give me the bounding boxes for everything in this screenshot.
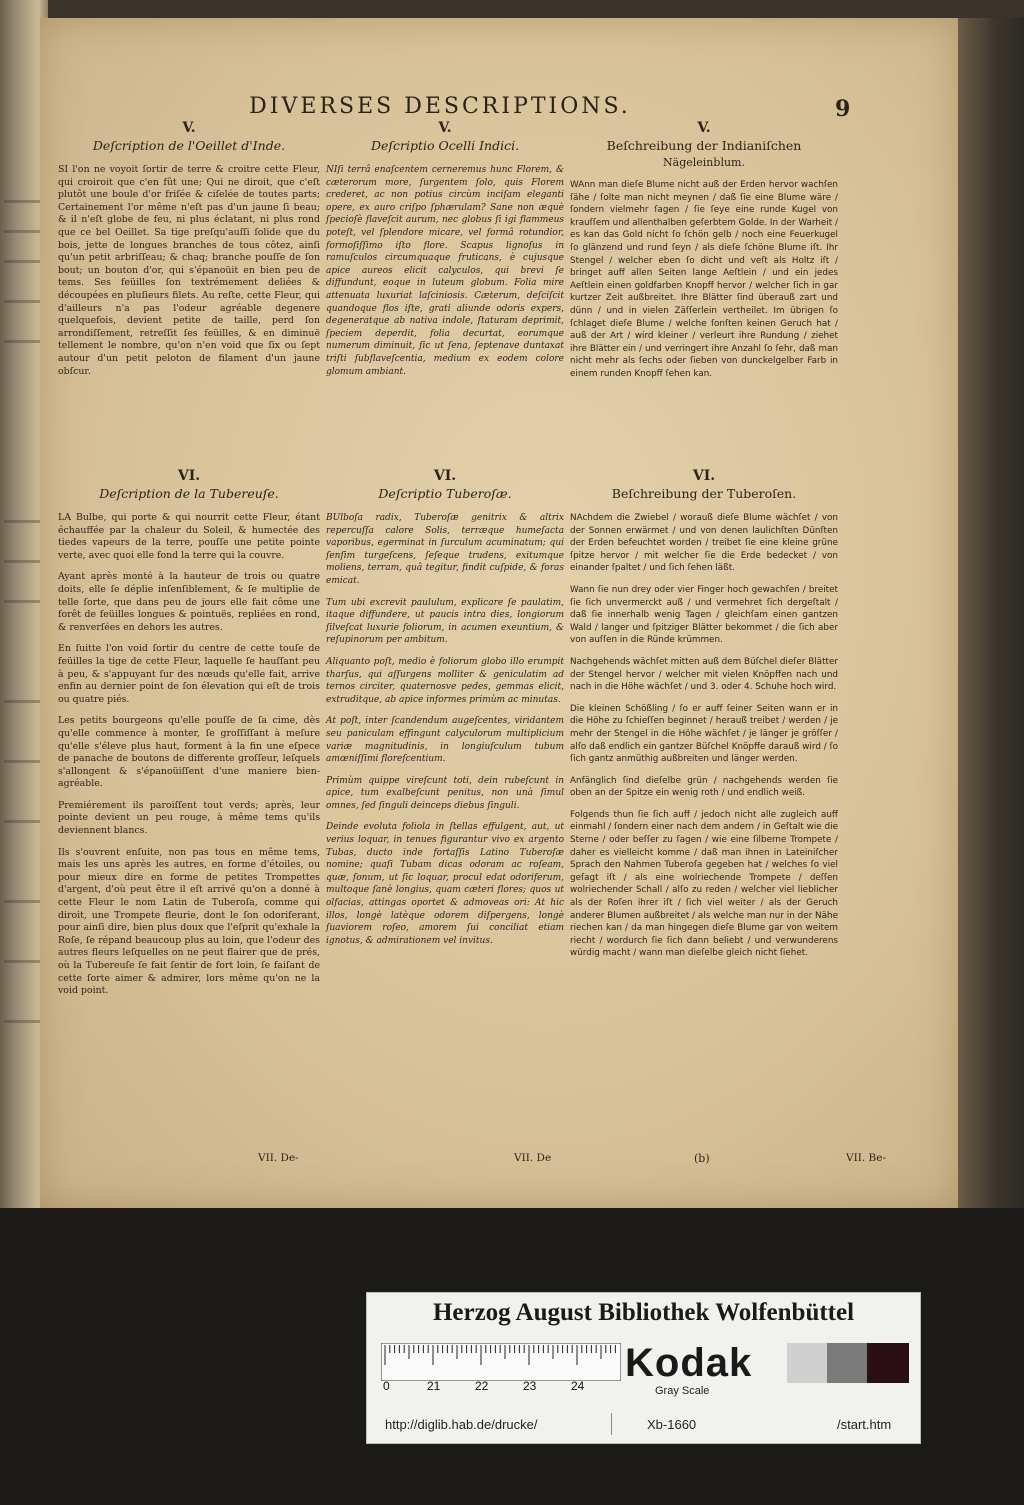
paragraph: Premiérement ils paroiſſent tout verds; après, leur pointe devient un peu rouge, à même tems qu'ils deviennent blancs.: [58, 799, 320, 837]
swatch-light: [787, 1343, 827, 1383]
section-number: V.: [182, 120, 196, 136]
page-number: 9: [835, 96, 851, 122]
section-6-german: [570, 468, 838, 969]
section-number: V.: [697, 120, 711, 136]
section-title: Deſcription de la Tubereuſe.: [99, 486, 279, 501]
section-6-latin: [326, 468, 564, 956]
section-title: Beſchreibung der Indianiſchen: [606, 138, 802, 153]
section-subtitle: Nägeleinblum.: [663, 156, 745, 169]
paragraph: NIſi terrâ enaſcentem cerneremus hunc Florem, & cæterorum more, ſurgentem ſolo, quis Florem crederet, ac non potius circùm inciſam eleganti opere, ex auro criſpo ſphærulam? Sane non æquè ſpecioſè flaveſcit aurum, nec globus ſi igi flammeus poteſt, vel ſplendore micare, vel formâ rotundior, formoſiſſimo iſto flore. Scapus lignoſus in ramuſculos circumquaque fruticans, è cujusque apice aureos elicit calyculos, qui brevi ſe diffundunt, eoque in luteum globum. Folia mire attenuata luxuriat laſciniosis. Cæterum, deſciſcit quandoque flos iſte, grati aliunde odoris expers, degeneratque ab nativa indole, ſtaturam deprimit, ſpeciem deperdit, folia decurtat, eorumque numerum diminuit, ſic ut ſena, ſeptenave duntaxat triſti ſubflaveſcentia, medium ex eodem colore glomum ambiant.: [326, 165, 564, 377]
ruler-number: 23: [523, 1379, 537, 1393]
paragraph: LA Bulbe, qui porte & qui nourrit cette Fleur, étant échauffée par la chaleur du Soleil, & humectée des tiedes vapeurs de la terre, pouſſe une petite pointe verte, avec quoi elle fond la terre qui la couvre.: [58, 512, 320, 561]
paragraph: BUlboſa radix, Tuberoſæ genitrix & altrix repercuſſa calore Solis, terræque humeſacta vaporibus, egerminat in ſurculum acuminatum; qui ſenſim turgeſcens, ſeſeque trudens, exitumque moliens, terram, quâ tegitur, findit cuſpide, & foras emicat.: [326, 513, 564, 586]
section-number: VI.: [177, 468, 201, 484]
paragraph: Aliquanto poſt, medio è foliorum globo illo erumpit tharſus, qui aſſurgens molliter & geniculatim ad ternos circiter, quaternosve pedes, gemmas elicit, extruditque, ab apice informes primùm ac minutas.: [326, 656, 564, 705]
ruler-number: 21: [427, 1379, 441, 1393]
kodak-logo: Kodak: [625, 1341, 753, 1385]
paragraph: Deinde evoluta foliola in ſtellas effulgent, aut, ut verius loquar, in tenues figurantur vivo ex argento Tubas, ducto inde fortaſſis Latino Tuberoſæ nomine; quaſi Tubam dicas odoram ac roſeam, quæ, ſonum, ut ſic loquar, procul edat odoriferum, multoque ſanè longius, quam cæteri flores; quos ut olfacias, attingas oportet & admoveas ori: At hic illos, longè latèque odorem diſpergens, longè ſuaviorem roſeo, amorem ſui conciliat etiam ignotus, & admirationem vel invitus.: [326, 822, 564, 946]
swatch-mid: [827, 1343, 867, 1383]
paragraph: Die kleinen Schößling / ſo er auff ſeiner Seiten wann er in die Höhe zu ſchieſſen beginnet / herauß treibet / werden / je mehr der Stengel in die Höhe wächſet / je länger je gröſſer / alſo daß endlich ein gantzer Büſchel Knöpffe darauß wird / ſo ſich gantz anmüthig außbreiten und länger werden.: [570, 703, 838, 765]
paragraph: SI l'on ne voyoit ſortir de terre & croitre cette Fleur, qui croiroit que c'en fût une; Qui ne diroit, que c'eſt plutôt une boule d'or friſée & ciſelée de toutes parts; Certainement l'or même n'eſt pas d'un jaune ſi beau; & il n'eſt globe de feu, ni plus éclatant, ni plus rond que ce bel Oeillet. Sa tige preſqu'auſſi ſolide que du bois, jette de longues branches de tous côtez, ainſi qu'un petit arbriſſeau; & chaq; branche pouſſe de ſon bout; un bouton d'or, qui s'épanoüit en bien peu de tems. Ses feüilles ſon textrémement deliées & découpées en pluſieurs filets. Au reſte, cette Fleur, qui d'ailleurs n'a pas l'odeur agréable degenere quelquefois, devient petite de taille, perd ſon arrondiſſement, retreſſit ſes feüilles, & en diminuë tellement le nombre, qu'on n'en void que ſix ou ſept autour d'un petit peloton de filament d'un jaune obſcur.: [58, 164, 320, 377]
paragraph: Ils s'ouvrent enſuite, non pas tous en même tems, mais les uns après les autres, en forme d'étoiles, ou pour mieux dire en forme de petites Trompettes d'argent, d'où peut être il eſt arrivé qu'on a donné à cette Fleur le nom Latin de Tuberoſa, comme qui diroit, une Trompete fleurie, dont le ſon odoriferant, pour ainſi dire, bien plus doux que l'eſprit qu'exhale la Roſe, ſe répand beaucoup plus au loin, que l'odeur des autres fleurs leſquelles on ne peut flairer que de prés, où la Tubereuſe ſe fait ſentir de fort loin, ſe faiſant de cette ſorte aimer & admirer, lors même qu'on ne la void point.: [58, 846, 320, 997]
signature-mark: (b): [694, 1152, 710, 1165]
section-title: Deſcriptio Ocelli Indici.: [370, 138, 520, 153]
paragraph: Ayant après monté à la hauteur de trois ou quatre doits, elle ſe déplie inſenſiblement, & ſe multiplie de telle ſorte, que dans peu de jours elle fait côme une forêt de feüilles longues & pointuës, repliées en rond, & renverſées en dehors les autres.: [58, 571, 320, 633]
paragraph: En ſuitte l'on void ſortir du centre de cette touſe de feüilles la tige de cette Fleur, laquelle ſe hauſſant peu à peu, & s'appuyant ſur des nœuds qu'elle fait, arrive enfin au dernier point de ſon élevation qui eſt de trois ou quatre piés.: [58, 643, 320, 705]
library-target-card: [366, 1292, 921, 1444]
section-number: VI.: [433, 468, 457, 484]
paragraph: Tum ubi excrevit paululum, explicare ſe paulatim, itaque diffundere, ut paucis intra dies, longiorum ſilveſcat luxurie foliorum, in acumen exeuntium, & reſupinorum per ambitum.: [326, 597, 564, 646]
catchword-latin: VII. De: [514, 1152, 552, 1164]
paragraph: Les petits bourgeons qu'elle pouſſe de ſa cime, dès qu'elle commence à monter, ſe groſſiſſant à meſure qu'elle s'éleve plus haut, forment à la fin une eſpece de panache de boutons de differente groſſeur, leſquels s'allongent & s'épanoüiſſent d'une maniere bien-agréable.: [58, 715, 320, 790]
paragraph: Wann ſie nun drey oder vier Finger hoch gewachſen / breitet ſie ſich unvermerckt auß / und vermehret ſich dergeſtalt / daß ſie innerhalb wenig Tagen / gleichſam einen gantzen Wald / langer und ſpitziger Blätter bekommet / die ſich aber von auſſen in die Ründe krümmen.: [570, 584, 838, 646]
section-title: Deſcriptio Tuberoſæ.: [378, 486, 512, 501]
paragraph: WAnn man dieſe Blume nicht auß der Erden hervor wachſen ſähe / ſolte man nicht meynen / daß ſie eine Blume wäre / ſondern vielmehr ſagen / ſie ſeye eine runde Kugel von krauſſem und allenthalben geſerbtem Golde. In der Warheit / es kan das Gold nicht ſo ſchön gelb / noch eine Feuerkugel ſo glänzend und rund ſeyn / als dieſe ſchöne Blume iſt. Ihr Stengel / welcher eben ſo dicht und veſt als Holtz iſt / bringet auff allen Seiten lange Aeſtlein / und ein jedes Aeſtlein einen goldfarben Knopff hervor / welcher ſich in gar kurtzer Zeit außbreitet. Ihre Blätter ſind überauß zart und dünn / und in vielen Zäſſerlein vertheilet. Im übrigen ſo ſchlaget dieſe Blume / welche ſonſten keinen Geruch hat / auß der Art / wird kleiner / verleurt ihre Rundung / ziehet ihre Blätter ein / und verringert ihre Anzahl ſo ſehr, daß man nicht mehr als ſechs oder ſieben von dunckelgelber Farb in einem runden Knopff ſehen kan.: [570, 180, 838, 379]
swatch-dark: [867, 1343, 909, 1383]
ruler-number: 24: [571, 1379, 585, 1393]
ruler-scale: [381, 1343, 621, 1381]
paragraph: NAchdem die Zwiebel / worauß dieſe Blume wächſet / von der Sonnen erwärmet / und von denen laulichſten Dünſten der Erden befeuchtet worden / treibet ſie eine kleine grüne ſpitze hervor / mit welcher ſie die Erde bedecket / von einander ſpaltet / und ſich ſehen läßt.: [570, 513, 838, 574]
catalog-info-row: [367, 1409, 920, 1439]
paragraph: Anfänglich ſind dieſelbe grün / nachgehends werden ſie oben an der Spitze ein wenig roth / und endlich weiß.: [570, 775, 838, 799]
ruler-number: 0: [383, 1379, 390, 1393]
section-5-french: [58, 120, 320, 387]
section-6-french: [58, 468, 320, 1007]
section-title: Beſchreibung der Tuberoſen.: [611, 486, 797, 501]
catchword-french: VII. De-: [258, 1152, 299, 1164]
catchword-german: VII. Be-: [846, 1152, 887, 1164]
paragraph: Primùm quippe vireſcunt toti, dein rubeſcunt in apice, tum exalbeſcunt penitus, non unà ſimul omnes, ſed ſinguli deinceps diebus ſinguli.: [326, 775, 564, 811]
paragraph: At poſt, inter ſcandendum augeſcentes, viridantem seu paniculam effingunt calyculorum multiplicium variæ magnitudinis, in longiuſculum tubum amœniſſimi floreſcentium.: [326, 716, 564, 765]
gray-scale-swatches: [787, 1343, 909, 1383]
running-head: DIVERSES DESCRIPTIONS.: [249, 94, 631, 119]
paragraph: Folgends thun ſie ſich auff / jedoch nicht alle zugleich auff einmahl / ſondern einer nach dem andern / in Geſtalt wie die Sterne / oder beſſer zu ſagen / wie eine ſilberne Trompete / daher es vielleicht komme / daß man ihnen in Lateiniſcher Sprach den Nahmen Tuberoſa gegeben hat / welches ſo viel geſagt iſt / als eine wolriechende Trompete / deſſen wolriechender Schall / alſo zu reden / welcher viel lieblicher als der Roſen ihrer iſt / ſich viel weiter / als der Geruch anderer Blumen außbreitet / als welche man nur in der Nähe riechen kan / da man hingegen dieſe Blume gar von weitem riecht / wordurch ſie ſich dann beliebt / und verwunderens würdig macht / wann man dieſelbe gleich nicht ſiehet.: [570, 809, 838, 959]
shelfmark: Xb-1660: [647, 1417, 697, 1432]
library-name: Herzog August Bibliothek Wolfenbüttel: [432, 1299, 855, 1326]
ruler-number: 22: [475, 1379, 489, 1393]
section-5-german: [570, 120, 838, 390]
section-5-latin: [326, 120, 564, 387]
section-number: VI.: [692, 468, 716, 484]
section-title: Deſcription de l'Oeillet d'Inde.: [92, 138, 286, 153]
divider: [611, 1413, 612, 1435]
library-url: http://diglib.hab.de/drucke/: [385, 1417, 538, 1432]
paragraph: Nachgehends wächſet mitten auß dem Büſchel dieſer Blätter der Stengel hervor / welcher mit vielen Knöpffen nach und nach in die Höhe wächſet / und 3. oder 4. Schuhe hoch wird.: [570, 656, 838, 693]
section-number: V.: [438, 120, 452, 136]
start-path: /start.htm: [837, 1417, 892, 1432]
page-shadow-edge: [958, 18, 1024, 1208]
gray-scale-label: Gray Scale: [655, 1385, 710, 1397]
